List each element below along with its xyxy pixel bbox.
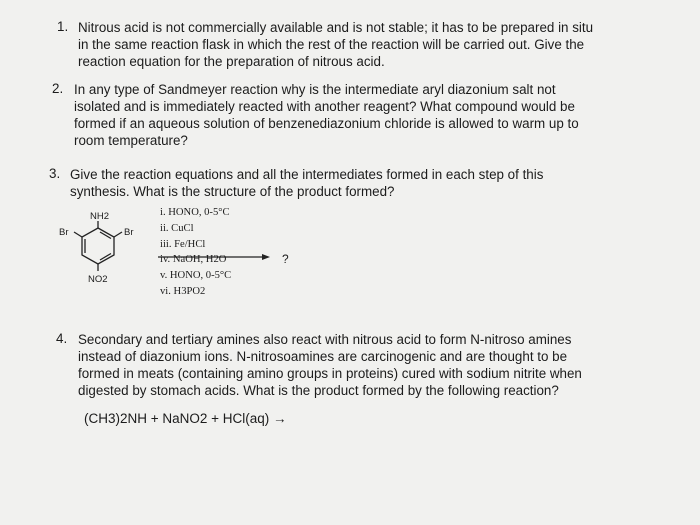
q2-line: formed if an aqueous solution of benzenediazonium chloride is allowed to warm up to xyxy=(74,116,579,131)
reaction-equation: (CH3)2NH + NaNO2 + HCl(aq) → xyxy=(84,411,287,426)
q2-line: In any type of Sandmeyer reaction why is the intermediate aryl diazonium salt not xyxy=(74,82,556,97)
reagent-step: vi. H3PO2 xyxy=(160,285,206,297)
q4-line: instead of diazonium ions. N-nitrosoamines are carcinogenic and are thought to be xyxy=(78,349,568,364)
q1-number: 1. xyxy=(57,19,69,34)
benzene-ring xyxy=(82,228,114,264)
group-no2: NO2 xyxy=(88,274,108,285)
reagent-step: iii. Fe/HCl xyxy=(160,238,206,250)
bond-br-left xyxy=(74,232,82,237)
group-nh2: NH2 xyxy=(90,211,110,222)
q4-number: 4. xyxy=(56,331,68,346)
q4-text xyxy=(78,331,582,399)
q3-line: Give the reaction equations and all the intermediates formed in each step of this xyxy=(70,167,544,182)
reagent-step: iv. NaOH, H2O xyxy=(160,254,227,266)
reagent-step: v. HONO, 0-5°C xyxy=(160,270,232,282)
q1-line: Nitrous acid is not commercially available and is not stable; it has to be prepared in situ xyxy=(78,20,594,35)
bond-br-right xyxy=(114,232,122,237)
reagent-step: i. HONO, 0-5°C xyxy=(160,207,230,218)
q4-line: formed in meats (containing amino groups in proteins) cured with sodium nitrite when xyxy=(78,366,582,381)
q2-number: 2. xyxy=(52,81,64,96)
q3-number: 3. xyxy=(49,166,61,181)
q3-line: synthesis. What is the structure of the product formed? xyxy=(70,184,395,199)
q4-line: digested by stomach acids. What is the product formed by the following reaction? xyxy=(78,383,559,398)
group-br-right: Br xyxy=(124,227,134,238)
group-br-left: Br xyxy=(59,227,69,238)
product-unknown: ? xyxy=(282,252,289,266)
q2-line: isolated and is immediately reacted with another reagent? What compound would be xyxy=(74,99,575,114)
q1-line: in the same reaction flask in which the rest of the reaction will be carried out. Give the xyxy=(78,37,585,52)
q4-line: Secondary and tertiary amines also react with nitrous acid to form N-nitroso amines xyxy=(78,332,572,347)
reaction-arrow-head xyxy=(262,254,270,260)
q2-line: room temperature? xyxy=(74,133,188,148)
reagent-list xyxy=(160,205,231,300)
q1-line: reaction equation for the preparation of nitrous acid. xyxy=(78,54,385,69)
reagent-step: ii. CuCl xyxy=(160,222,194,234)
